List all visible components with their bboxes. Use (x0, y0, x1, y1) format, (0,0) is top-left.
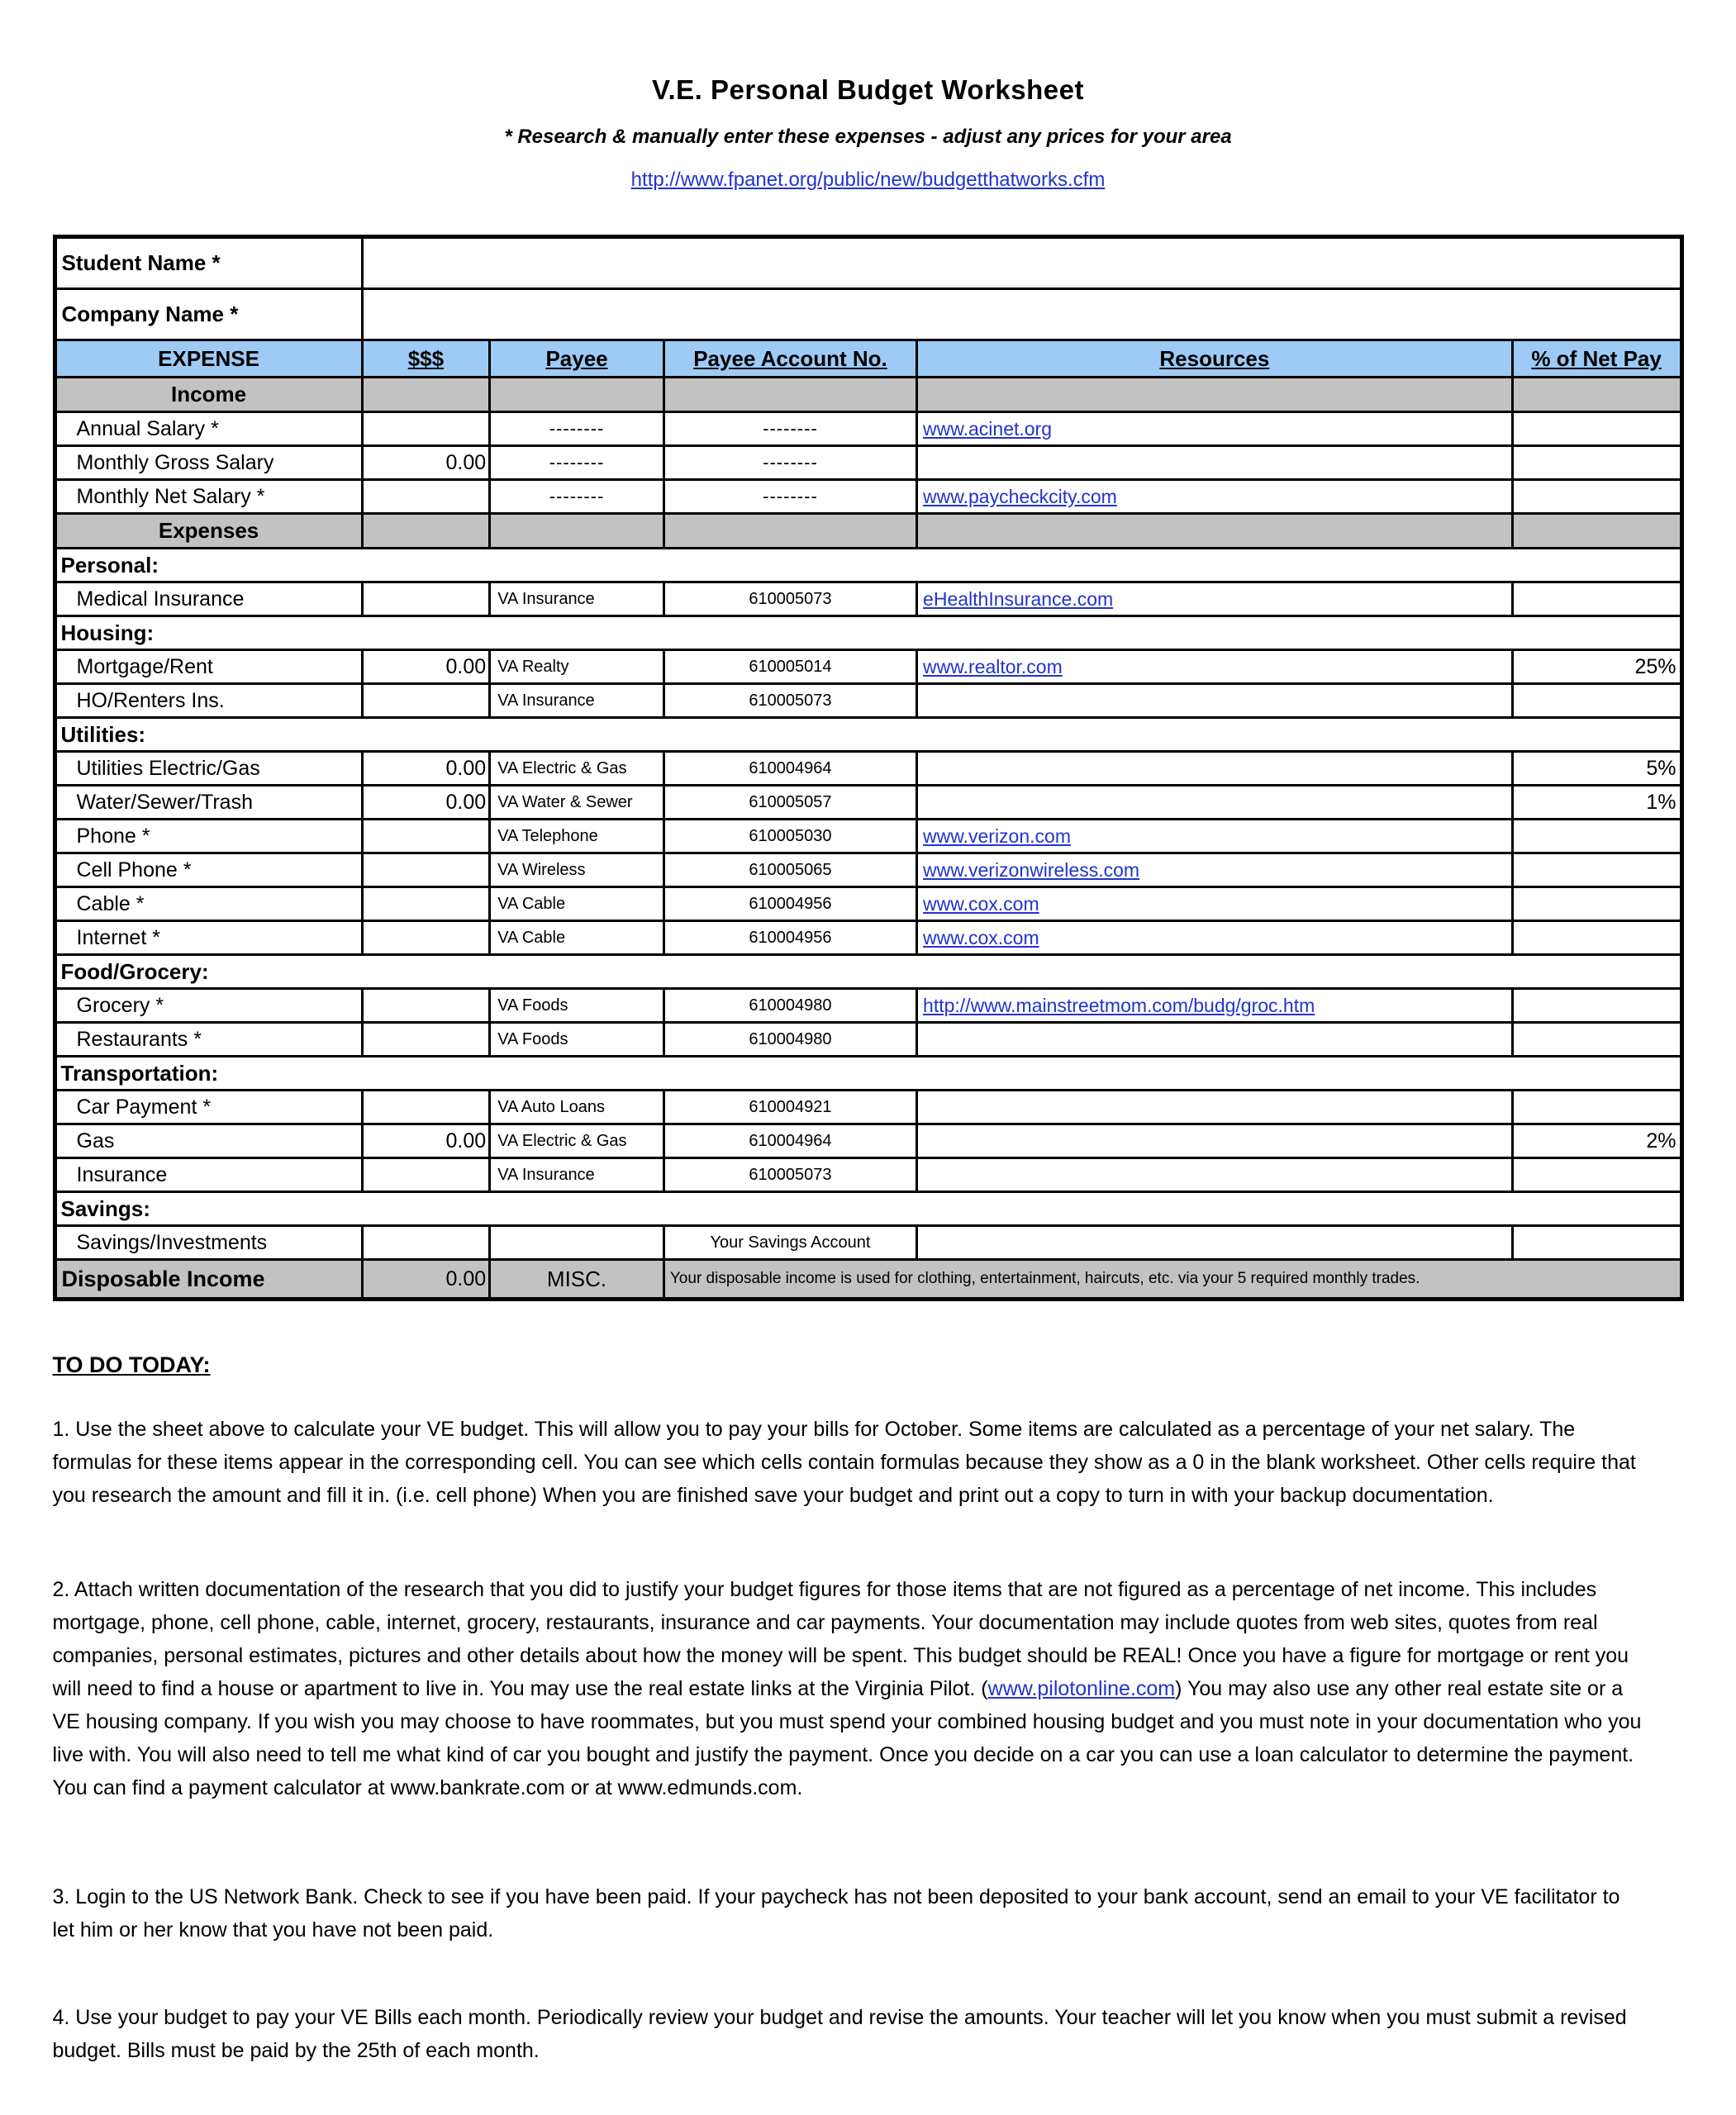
payee-account-cell: -------- (663, 412, 916, 446)
student-name-field[interactable] (362, 237, 1681, 289)
pct-net-pay-cell (1512, 480, 1681, 514)
resource-link[interactable]: www.cox.com (923, 892, 1039, 915)
amount-cell: 0.00 (362, 786, 490, 820)
expense-label-cell: Cell Phone * (55, 853, 362, 887)
expense-label-cell: Monthly Net Salary * (55, 480, 362, 514)
payee-account-cell: 610005073 (663, 1158, 916, 1192)
pct-net-pay-cell (1512, 887, 1681, 921)
resource-cell (917, 480, 1513, 514)
gray-section-label: Expenses (55, 514, 362, 549)
expense-row (55, 752, 1681, 786)
payee-cell: VA Water & Sewer (490, 786, 664, 820)
todo-item-2-text-after: ) You may also use any other real estate site or a VE housing company. If you wish you may choose to have roommates, but you must spend your combined housing budget and you must note in your documentation who you live with. You will also need to tell me what kind of car you bought and justify the payment. Once you decide on a car you can use a loan calculator to determine the payment. You can find a payment calculator at www.bankrate.com or at www.edmunds.com. (52, 1677, 1642, 1799)
budget-table (53, 235, 1684, 1301)
resource-link[interactable]: http://www.mainstreetmom.com/budg/groc.htm (923, 994, 1315, 1016)
payee-account-cell: 610004964 (663, 752, 916, 786)
amount-cell: 0.00 (362, 650, 490, 684)
expense-row (55, 1023, 1681, 1057)
resource-cell (917, 650, 1513, 684)
amount-cell (362, 582, 490, 616)
resource-link[interactable]: www.cox.com (923, 926, 1039, 948)
payee-account-cell: 610004956 (663, 921, 916, 955)
resource-cell (917, 752, 1513, 786)
resource-cell (917, 887, 1513, 921)
page-subtitle: * Research & manually enter these expenses - adjust any prices for your area (504, 126, 1232, 148)
todo-section (53, 1352, 1684, 2067)
expense-row (55, 582, 1681, 616)
pct-net-pay-cell: 25% (1512, 650, 1681, 684)
payee-account-cell: 610005073 (663, 684, 916, 718)
todo-item-3: 3. Login to the US Network Bank. Check to see if you have been paid. If your paycheck has not been deposited to your bank account, send an email to your VE facilitator to let him or her know that you have not been paid. (52, 1885, 1620, 1942)
gray-empty-cell (1512, 514, 1681, 549)
todo-item-1: 1. Use the sheet above to calculate your VE budget. This will allow you to pay your bills for October. Some items are calculated as a percentage of your net salary. The formulas for these items appear in the corresponding cell. You can see which cells contain formulas because they show as a 0 in the blank worksheet. Other cells require that you research the amount and fill it in. (i.e. cell phone) When you are finished save your budget and print out a copy to turn in with your backup documentation. (52, 1418, 1636, 1507)
gray-empty-cell (490, 514, 664, 549)
payee-account-cell: 610004956 (663, 887, 916, 921)
expense-row (55, 887, 1681, 921)
pct-net-pay-cell (1512, 1226, 1681, 1260)
category-section-row (55, 1192, 1681, 1226)
amount-cell (362, 887, 490, 921)
expense-label-cell: Gas (55, 1124, 362, 1158)
expense-label-cell: Phone * (55, 820, 362, 853)
pilotonline-link[interactable]: www.pilotonline.com (987, 1677, 1176, 1700)
expense-row (55, 1158, 1681, 1192)
payee-cell: VA Realty (490, 650, 664, 684)
col-header-resources: Resources (917, 340, 1513, 378)
payee-cell: VA Insurance (490, 1158, 664, 1192)
resource-cell (917, 582, 1513, 616)
amount-cell (362, 989, 490, 1023)
company-name-row (55, 289, 1681, 340)
payee-cell (490, 1226, 664, 1260)
category-section-row (55, 955, 1681, 989)
amount-cell: 0.00 (362, 446, 490, 480)
company-name-field[interactable] (362, 289, 1681, 340)
expense-label-cell: Car Payment * (55, 1091, 362, 1124)
student-name-row (55, 237, 1681, 289)
payee-cell: VA Foods (490, 989, 664, 1023)
payee-account-cell: -------- (663, 480, 916, 514)
todo-heading: TO DO TODAY: (52, 1352, 211, 1377)
expense-label-cell: Grocery * (55, 989, 362, 1023)
payee-account-cell: 610004980 (663, 1023, 916, 1057)
expense-label-cell: Savings/Investments (55, 1226, 362, 1260)
pct-net-pay-cell (1512, 1023, 1681, 1057)
payee-account-cell: 610005030 (663, 820, 916, 853)
category-section-label: Utilities: (55, 718, 1681, 752)
todo-item-4: 4. Use your budget to pay your VE Bills each month. Periodically review your budget and revise the amounts. Your teacher will let you know when you must submit a revised budget. Bills must be paid by the 25th of each month. (52, 2006, 1627, 2062)
resource-cell (917, 684, 1513, 718)
gray-empty-cell (362, 514, 490, 549)
col-header-payee: Payee (490, 340, 664, 378)
amount-cell (362, 412, 490, 446)
gray-section-label: Income (55, 378, 362, 412)
gray-empty-cell (490, 378, 664, 412)
gray-section-row (55, 514, 1681, 549)
amount-cell (362, 684, 490, 718)
col-header-expense: EXPENSE (55, 340, 362, 378)
page-title: V.E. Personal Budget Worksheet (652, 74, 1084, 105)
amount-cell (362, 1226, 490, 1260)
payee-account-cell: -------- (663, 446, 916, 480)
expense-label-cell: HO/Renters Ins. (55, 684, 362, 718)
resource-cell (917, 1124, 1513, 1158)
company-name-label: Company Name * (55, 289, 362, 340)
payee-cell: -------- (490, 446, 664, 480)
gray-empty-cell (362, 378, 490, 412)
worksheet-page (53, 0, 1684, 2067)
expense-label-cell: Cable * (55, 887, 362, 921)
resource-link[interactable]: www.verizonwireless.com (923, 858, 1140, 881)
pct-net-pay-cell: 2% (1512, 1124, 1681, 1158)
payee-account-cell: 610004964 (663, 1124, 916, 1158)
expense-label-cell: Utilities Electric/Gas (55, 752, 362, 786)
pct-net-pay-cell: 5% (1512, 752, 1681, 786)
resource-cell (917, 853, 1513, 887)
payee-cell: VA Wireless (490, 853, 664, 887)
expense-row (55, 820, 1681, 853)
category-section-label: Food/Grocery: (55, 955, 1681, 989)
category-section-label: Savings: (55, 1192, 1681, 1226)
amount-cell: 0.00 (362, 752, 490, 786)
gray-section-row (55, 378, 1681, 412)
disposable-note-cell: Your disposable income is used for clothing, entertainment, haircuts, etc. via your 5 required monthly trades. (663, 1260, 1681, 1300)
expense-row (55, 1091, 1681, 1124)
expense-row (55, 446, 1681, 480)
payee-account-cell: 610005065 (663, 853, 916, 887)
category-section-row (55, 718, 1681, 752)
resource-cell (917, 786, 1513, 820)
gray-empty-cell (663, 378, 916, 412)
disposable-income-row (55, 1260, 1681, 1300)
pct-net-pay-cell (1512, 1158, 1681, 1192)
payee-cell: VA Foods (490, 1023, 664, 1057)
payee-account-cell: 610005073 (663, 582, 916, 616)
expense-row (55, 684, 1681, 718)
expense-row (55, 1226, 1681, 1260)
todo-item-2-text-before: 2. Attach written documentation of the research that you did to justify your budget figures for those items that are not figured as a percentage of net income. This includes mortgage, phone, cell phone, cable, internet, grocery, restaurants, insurance and car payments. Your documentation may include quotes from web sites, quotes from real companies, personal estimates, pictures and other details about how the money will be spent. This budget should be REAL! Once you have a figure for mortgage or rent you will need to find a house or apartment to live in. You may use the real estate links at the Virginia Pilot. ( (52, 1578, 1629, 1700)
payee-account-cell: Your Savings Account (663, 1226, 916, 1260)
resource-cell (917, 446, 1513, 480)
pct-net-pay-cell (1512, 412, 1681, 446)
payee-cell: VA Telephone (490, 820, 664, 853)
resource-link[interactable]: eHealthInsurance.com (923, 587, 1114, 610)
pct-net-pay-cell (1512, 989, 1681, 1023)
expense-label-cell: Water/Sewer/Trash (55, 786, 362, 820)
pct-net-pay-cell (1512, 820, 1681, 853)
category-section-row (55, 616, 1681, 650)
pct-net-pay-cell (1512, 446, 1681, 480)
payee-account-cell: 610004921 (663, 1091, 916, 1124)
payee-cell: VA Cable (490, 921, 664, 955)
resource-link[interactable]: www.paycheckcity.com (923, 485, 1117, 507)
expense-row (55, 921, 1681, 955)
todo-item-2 (53, 1573, 1684, 1804)
disposable-amount-cell: 0.00 (362, 1260, 490, 1300)
expense-row (55, 1124, 1681, 1158)
budget-table-body (55, 237, 1681, 1300)
amount-cell (362, 1091, 490, 1124)
resource-cell (917, 1091, 1513, 1124)
category-section-label: Transportation: (55, 1057, 1681, 1091)
amount-cell (362, 1158, 490, 1192)
amount-cell (362, 820, 490, 853)
amount-cell: 0.00 (362, 1124, 490, 1158)
expense-label-cell: Restaurants * (55, 1023, 362, 1057)
resource-cell (917, 1158, 1513, 1192)
payee-cell: VA Insurance (490, 684, 664, 718)
gray-empty-cell (663, 514, 916, 549)
header-link-row (53, 169, 1684, 192)
expense-label-cell: Monthly Gross Salary (55, 446, 362, 480)
payee-cell: VA Cable (490, 887, 664, 921)
budgetthatworks-link[interactable]: http://www.fpanet.org/public/new/budgetthatworks.cfm (630, 169, 1106, 191)
category-section-row (55, 1057, 1681, 1091)
pct-net-pay-cell: 1% (1512, 786, 1681, 820)
expense-label-cell: Insurance (55, 1158, 362, 1192)
payee-account-cell: 610004980 (663, 989, 916, 1023)
disposable-misc-cell: MISC. (490, 1260, 664, 1300)
payee-cell: -------- (490, 412, 664, 446)
table-header-row (55, 340, 1681, 378)
expense-label-cell: Internet * (55, 921, 362, 955)
amount-cell (362, 480, 490, 514)
col-header-pct-net-pay: % of Net Pay (1512, 340, 1681, 378)
gray-empty-cell (1512, 378, 1681, 412)
resource-link[interactable]: www.acinet.org (923, 417, 1053, 440)
disposable-income-label: Disposable Income (55, 1260, 362, 1300)
expense-row (55, 650, 1681, 684)
payee-cell: VA Electric & Gas (490, 752, 664, 786)
expense-label-cell: Mortgage/Rent (55, 650, 362, 684)
resource-cell (917, 412, 1513, 446)
payee-cell: VA Auto Loans (490, 1091, 664, 1124)
resource-cell (917, 989, 1513, 1023)
payee-cell: VA Insurance (490, 582, 664, 616)
resource-cell (917, 1023, 1513, 1057)
pct-net-pay-cell (1512, 853, 1681, 887)
expense-row (55, 480, 1681, 514)
gray-empty-cell (917, 514, 1513, 549)
expense-label-cell: Medical Insurance (55, 582, 362, 616)
pct-net-pay-cell (1512, 1091, 1681, 1124)
pct-net-pay-cell (1512, 684, 1681, 718)
payee-account-cell: 610005057 (663, 786, 916, 820)
resource-link[interactable]: www.verizon.com (923, 825, 1071, 847)
expense-row (55, 853, 1681, 887)
expense-row (55, 989, 1681, 1023)
category-section-row (55, 549, 1681, 582)
expense-label-cell: Annual Salary * (55, 412, 362, 446)
resource-cell (917, 921, 1513, 955)
amount-cell (362, 853, 490, 887)
col-header-amount: $$$ (362, 340, 490, 378)
expense-row (55, 412, 1681, 446)
gray-empty-cell (917, 378, 1513, 412)
amount-cell (362, 921, 490, 955)
resource-cell (917, 1226, 1513, 1260)
expense-row (55, 786, 1681, 820)
amount-cell (362, 1023, 490, 1057)
category-section-label: Housing: (55, 616, 1681, 650)
payee-account-cell: 610005014 (663, 650, 916, 684)
payee-cell: -------- (490, 480, 664, 514)
student-name-label: Student Name * (55, 237, 362, 289)
pct-net-pay-cell (1512, 582, 1681, 616)
category-section-label: Personal: (55, 549, 1681, 582)
resource-link[interactable]: www.realtor.com (923, 655, 1063, 677)
pct-net-pay-cell (1512, 921, 1681, 955)
col-header-payee-account: Payee Account No. (663, 340, 916, 378)
payee-cell: VA Electric & Gas (490, 1124, 664, 1158)
resource-cell (917, 820, 1513, 853)
